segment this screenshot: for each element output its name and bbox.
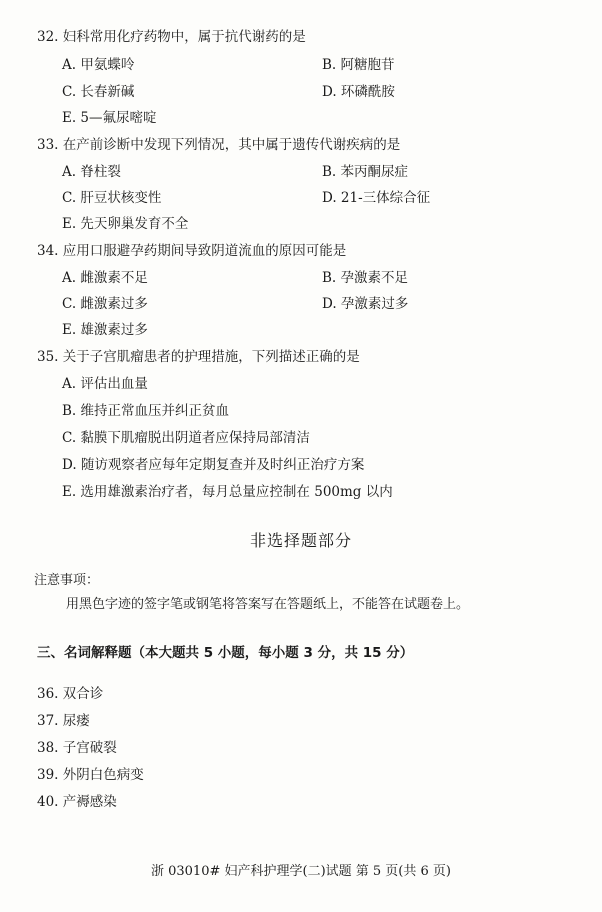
question-32-option-c: C. 长春新碱: [62, 84, 135, 100]
question-34-option-d: D. 孕激素过多: [322, 296, 409, 312]
question-32-option-a: A. 甲氨蝶呤: [62, 57, 135, 73]
term-39: 39. 外阴白色病变: [37, 767, 144, 783]
question-33-option-c: C. 肝豆状核变性: [62, 190, 162, 206]
question-32-stem: 32. 妇科常用化疗药物中，属于抗代谢药的是: [37, 29, 306, 45]
section-title: 非选择题部分: [249, 531, 352, 550]
question-35-option-a: A. 评估出血量: [62, 376, 148, 392]
question-33-option-a: A. 脊柱裂: [62, 164, 121, 180]
notice-body: 用黑色字迹的签字笔或钢笔将答案写在答题纸上，不能答在试题卷上。: [66, 597, 470, 612]
question-35-option-d: D. 随访观察者应每年定期复查并及时纠正治疗方案: [62, 457, 365, 473]
term-40: 40. 产褥感染: [37, 794, 117, 810]
question-33-option-e: E. 先天卵巢发育不全: [62, 216, 189, 232]
part-three-title: 三、名词解释题（本大题共 5 小题，每小题 3 分，共 15 分）: [37, 645, 414, 661]
question-35-option-b: B. 维持正常血压并纠正贫血: [62, 403, 230, 419]
question-35-option-c: C. 黏膜下肌瘤脱出阴道者应保持局部清洁: [62, 430, 310, 446]
question-32-option-b: B. 阿糖胞苷: [322, 57, 395, 73]
question-34-option-b: B. 孕激素不足: [322, 270, 409, 286]
page-footer: 浙 03010# 妇产科护理学(二)试题 第 5 页(共 6 页): [150, 864, 451, 879]
question-34-stem: 34. 应用口服避孕药期间导致阴道流血的原因可能是: [37, 243, 347, 259]
notice-heading: 注意事项：: [34, 573, 100, 588]
question-35-stem: 35. 关于子宫肌瘤患者的护理措施，下列描述正确的是: [37, 349, 360, 365]
question-33-stem: 33. 在产前诊断中发现下列情况，其中属于遗传代谢疾病的是: [37, 137, 401, 153]
question-34-option-c: C. 雌激素过多: [62, 296, 148, 312]
question-32-option-d: D. 环磷酰胺: [322, 84, 395, 100]
question-34-option-a: A. 雌激素不足: [62, 270, 148, 286]
term-36: 36. 双合诊: [37, 686, 104, 702]
question-34-option-e: E. 雄激素过多: [62, 322, 148, 338]
question-33-option-b: B. 苯丙酮尿症: [322, 164, 409, 180]
question-33-option-d: D. 21-三体综合征: [322, 190, 431, 206]
question-32-option-e: E. 5—氟尿嘧啶: [62, 110, 157, 126]
term-38: 38. 子宫破裂: [37, 740, 117, 756]
question-35-option-e: E. 选用雄激素治疗者，每月总量应控制在 500mg 以内: [62, 484, 393, 500]
term-37: 37. 尿瘘: [37, 713, 90, 729]
